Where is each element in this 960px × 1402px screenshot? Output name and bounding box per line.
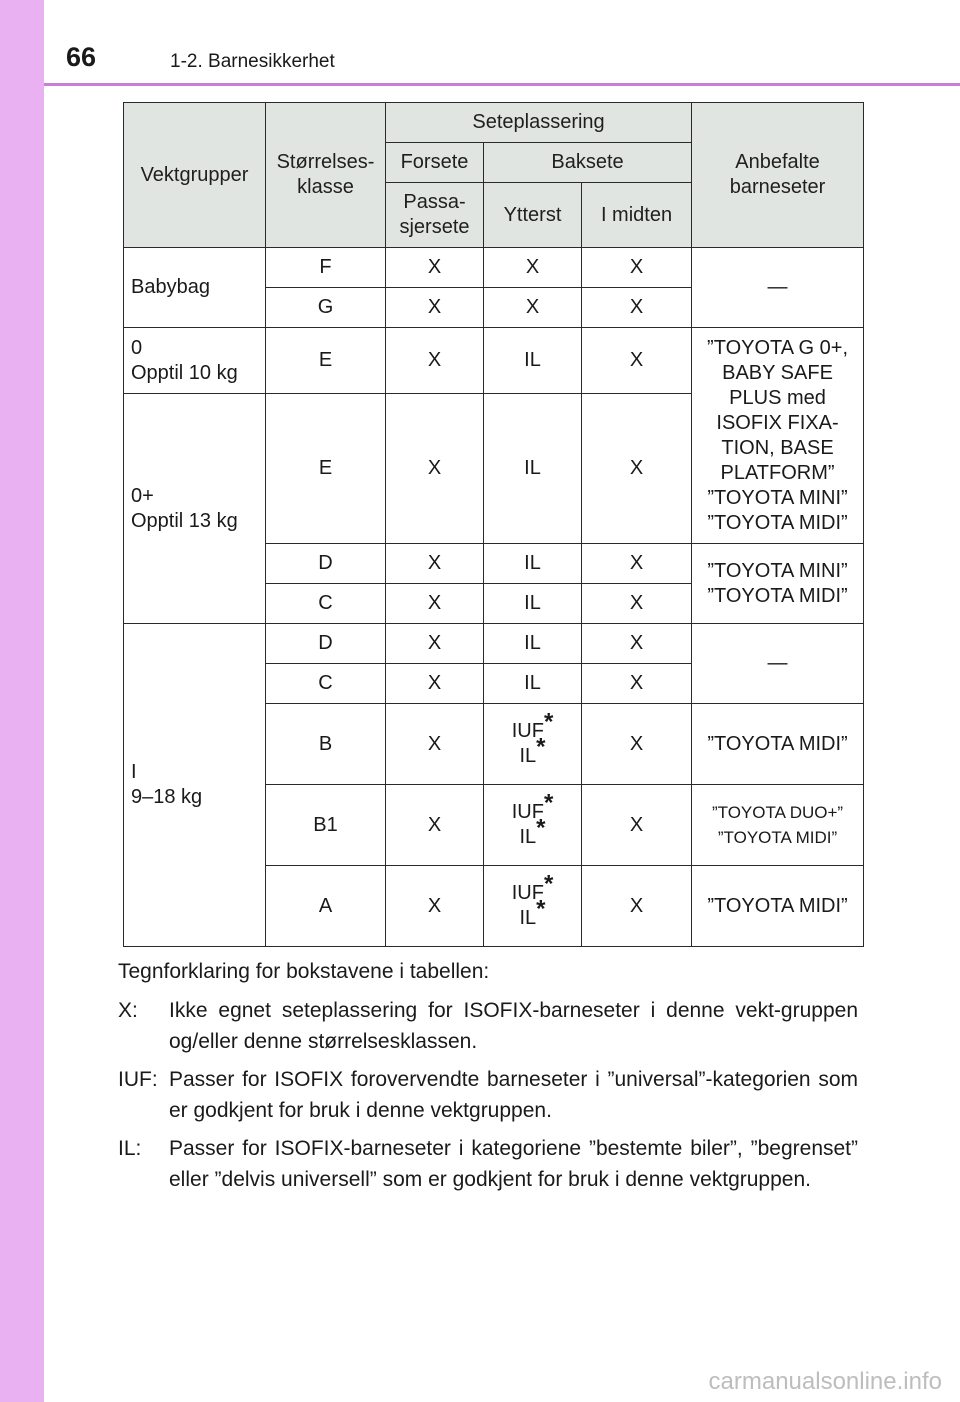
il-label: IL — [519, 826, 537, 848]
outer-cell — [484, 785, 582, 866]
page-number: 66 — [66, 42, 97, 72]
legend-text: Passer for ISOFIX forovervendte barneseter i ”universal”-kategorien som er godkjent for bruk i denne vektgruppen. — [169, 1068, 858, 1122]
header-outer: Ytterst — [484, 183, 582, 248]
size-class-cell: A — [266, 866, 386, 947]
recommended-cell: ”TOYOTA MIDI” — [692, 704, 864, 785]
watermark: carmanualsonline.info — [708, 1368, 942, 1395]
size-class-cell: G — [266, 288, 386, 328]
outer-cell: IL — [484, 328, 582, 394]
size-class-cell: D — [266, 544, 386, 584]
front-cell: X — [386, 624, 484, 664]
recommended-cell: ”TOYOTA MIDI” — [692, 866, 864, 947]
legend-item-iuf — [118, 1064, 858, 1126]
size-class-cell: D — [266, 624, 386, 664]
footnote-star: * — [536, 814, 546, 842]
outer-cell — [484, 704, 582, 785]
outer-cell: X — [484, 288, 582, 328]
front-cell: X — [386, 664, 484, 704]
legend-key: IL: — [118, 1137, 142, 1160]
recommended-cell: ”TOYOTA DUO+” ”TOYOTA MIDI” — [692, 785, 864, 866]
side-band — [0, 0, 44, 1402]
il-label: IL — [519, 745, 537, 767]
front-cell: X — [386, 544, 484, 584]
il-label: IL — [519, 907, 537, 929]
front-cell: X — [386, 584, 484, 624]
legend-item-il — [118, 1133, 858, 1195]
recommended-cell: ”TOYOTA MINI” ”TOYOTA MIDI” — [692, 544, 864, 624]
outer-cell: X — [484, 248, 582, 288]
front-cell: X — [386, 328, 484, 394]
header-recommended: Anbefalte barneseter — [692, 103, 864, 248]
legend-item-x — [118, 995, 858, 1057]
iuf-label: IUF — [511, 720, 544, 742]
outer-cell — [484, 866, 582, 947]
middle-cell: X — [582, 866, 692, 947]
middle-cell: X — [582, 704, 692, 785]
table-row — [124, 248, 864, 288]
isofix-table — [123, 102, 864, 947]
middle-cell: X — [582, 664, 692, 704]
header-size-class: Størrelses-klasse — [266, 103, 386, 248]
header-front: Forsete — [386, 143, 484, 183]
size-class-cell: B1 — [266, 785, 386, 866]
middle-cell: X — [582, 248, 692, 288]
recommended-cell: ”TOYOTA G 0+, BABY SAFE PLUS med ISOFIX FIXA-TION, BASE PLATFORM” ”TOYOTA MINI” ”TOYOTA MIDI” — [692, 328, 864, 544]
front-cell: X — [386, 394, 484, 544]
size-class-cell: E — [266, 394, 386, 544]
section-title: 1-2. Barnesikkerhet — [170, 51, 335, 72]
outer-cell: IL — [484, 394, 582, 544]
header-passenger: Passa-sjersete — [386, 183, 484, 248]
middle-cell: X — [582, 544, 692, 584]
outer-cell: IL — [484, 544, 582, 584]
header-divider — [44, 83, 960, 86]
recommended-cell: — — [692, 624, 864, 704]
front-cell: X — [386, 248, 484, 288]
middle-cell: X — [582, 288, 692, 328]
legend-text: Passer for ISOFIX-barneseter i kategoriene ”bestemte biler”, ”begrenset” eller ”delvis universell” som er godkjent for bruk i denne vektgruppen. — [169, 1137, 858, 1191]
table-row — [124, 328, 864, 394]
front-cell: X — [386, 785, 484, 866]
footnote-star: * — [543, 789, 554, 817]
legend-key: X: — [118, 999, 138, 1022]
weight-group-cell: Babybag — [124, 248, 266, 328]
middle-cell: X — [582, 394, 692, 544]
outer-cell: IL — [484, 624, 582, 664]
middle-cell: X — [582, 624, 692, 664]
footnote-star: * — [536, 895, 546, 923]
header-weight-group: Vektgrupper — [124, 103, 266, 248]
size-class-cell: F — [266, 248, 386, 288]
size-class-cell: B — [266, 704, 386, 785]
recommended-cell: — — [692, 248, 864, 328]
iuf-label: IUF — [511, 801, 544, 823]
legend-key: IUF: — [118, 1068, 158, 1091]
footnote-star: * — [543, 870, 554, 898]
header-seat-position: Seteplassering — [386, 103, 692, 143]
legend-text: Ikke egnet seteplassering for ISOFIX-barneseter i denne vekt-gruppen og/eller denne størrelsesklassen. — [169, 999, 858, 1053]
middle-cell: X — [582, 584, 692, 624]
table-row — [124, 624, 864, 664]
outer-cell: IL — [484, 584, 582, 624]
middle-cell: X — [582, 785, 692, 866]
front-cell: X — [386, 866, 484, 947]
size-class-cell: C — [266, 584, 386, 624]
outer-cell: IL — [484, 664, 582, 704]
middle-cell: X — [582, 328, 692, 394]
size-class-cell: C — [266, 664, 386, 704]
weight-group-cell: 0+ Opptil 13 kg — [124, 394, 266, 624]
front-cell: X — [386, 704, 484, 785]
footnote-star: * — [543, 708, 554, 736]
footnote-star: * — [536, 733, 546, 761]
iuf-label: IUF — [511, 882, 544, 904]
legend-intro: Tegnforklaring for bokstavene i tabellen: — [118, 960, 490, 983]
weight-group-cell: I 9–18 kg — [124, 624, 266, 947]
header-middle: I midten — [582, 183, 692, 248]
header-rear: Baksete — [484, 143, 692, 183]
size-class-cell: E — [266, 328, 386, 394]
front-cell: X — [386, 288, 484, 328]
weight-group-cell: 0 Opptil 10 kg — [124, 328, 266, 394]
